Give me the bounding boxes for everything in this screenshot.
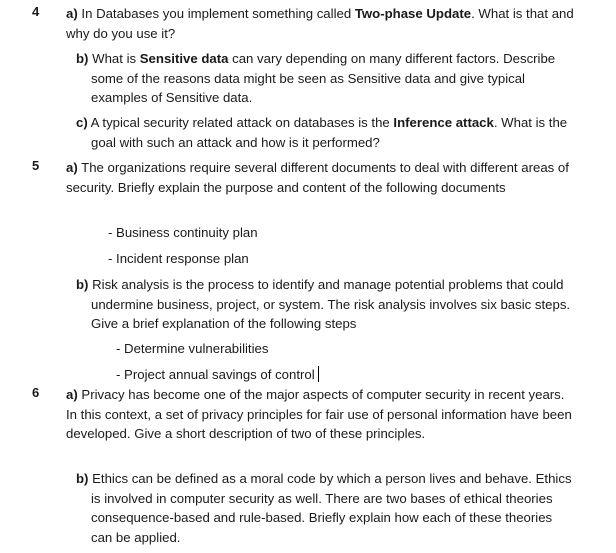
q4b-label: b) bbox=[76, 51, 89, 66]
q5a-text: The organizations require several different documents to deal with different areas of security. Briefly explain the purpose and content of the following documents bbox=[66, 160, 569, 195]
q4c-bold-term: Inference attack bbox=[393, 115, 494, 130]
q4b-bold-term: Sensitive data bbox=[139, 51, 229, 66]
q5b-list-item: - Project annual savings of control bbox=[116, 367, 315, 382]
q5a-list-item: - Incident response plan bbox=[108, 251, 249, 266]
q4-part-c bbox=[76, 113, 576, 152]
q5b-list-item: - Determine vulnerabilities bbox=[116, 341, 269, 356]
q4-part-b bbox=[76, 49, 576, 108]
question-number-5: 5 bbox=[32, 158, 40, 173]
q4c-label: c) bbox=[76, 115, 88, 130]
question-number-6: 6 bbox=[32, 385, 40, 400]
q4a-text-pre: In Databases you implement something called bbox=[81, 6, 355, 21]
q6a-label: a) bbox=[66, 387, 78, 402]
q4c-text-post: . What is the goal with such an attack and how is it performed? bbox=[91, 115, 568, 150]
q4a-text-post: . What is that and why do you use it? bbox=[66, 6, 574, 41]
q6-part-a bbox=[66, 385, 576, 444]
q6a-text: Privacy has become one of the major aspects of computer security in recent years. In this context, a set of privacy principles for fair use of personal information have been developed. Give a short description of two of these principles. bbox=[66, 387, 572, 441]
q5b-text: Risk analysis is the process to identify and manage potential problems that could undermine business, project, or system. The risk analysis involves six basic steps. Give a brief explanation of the following steps bbox=[91, 277, 571, 331]
q5b-label: b) bbox=[76, 277, 89, 292]
q6b-label: b) bbox=[76, 471, 89, 486]
q5a-label: a) bbox=[66, 160, 78, 175]
q5-part-a bbox=[66, 158, 576, 197]
q4b-text-pre: What is bbox=[92, 51, 140, 66]
q5b-list-item-with-cursor[interactable] bbox=[116, 365, 319, 385]
q4c-text-pre: A typical security related attack on databases is the bbox=[90, 115, 394, 130]
q4a-bold-term: Two-phase Update bbox=[354, 6, 472, 21]
text-cursor bbox=[318, 366, 319, 382]
q6b-text: Ethics can be defined as a moral code by which a person lives and behave. Ethics is involved in computer security as well. There are two bases of ethical theories consequence-based and rule-based. Briefly explain how each of these theories can be applied. bbox=[91, 471, 572, 545]
q4a-label: a) bbox=[66, 6, 78, 21]
q5a-list-item: - Business continuity plan bbox=[108, 225, 258, 240]
q5-part-b bbox=[76, 275, 576, 334]
q4b-text-post: can vary depending on many different factors. Describe some of the reasons data might be seen as Sensitive data and give typical examples of Sensitive data. bbox=[91, 51, 556, 105]
q4-part-a bbox=[66, 4, 576, 43]
question-number-4: 4 bbox=[32, 4, 40, 19]
q6-part-b bbox=[76, 469, 576, 547]
